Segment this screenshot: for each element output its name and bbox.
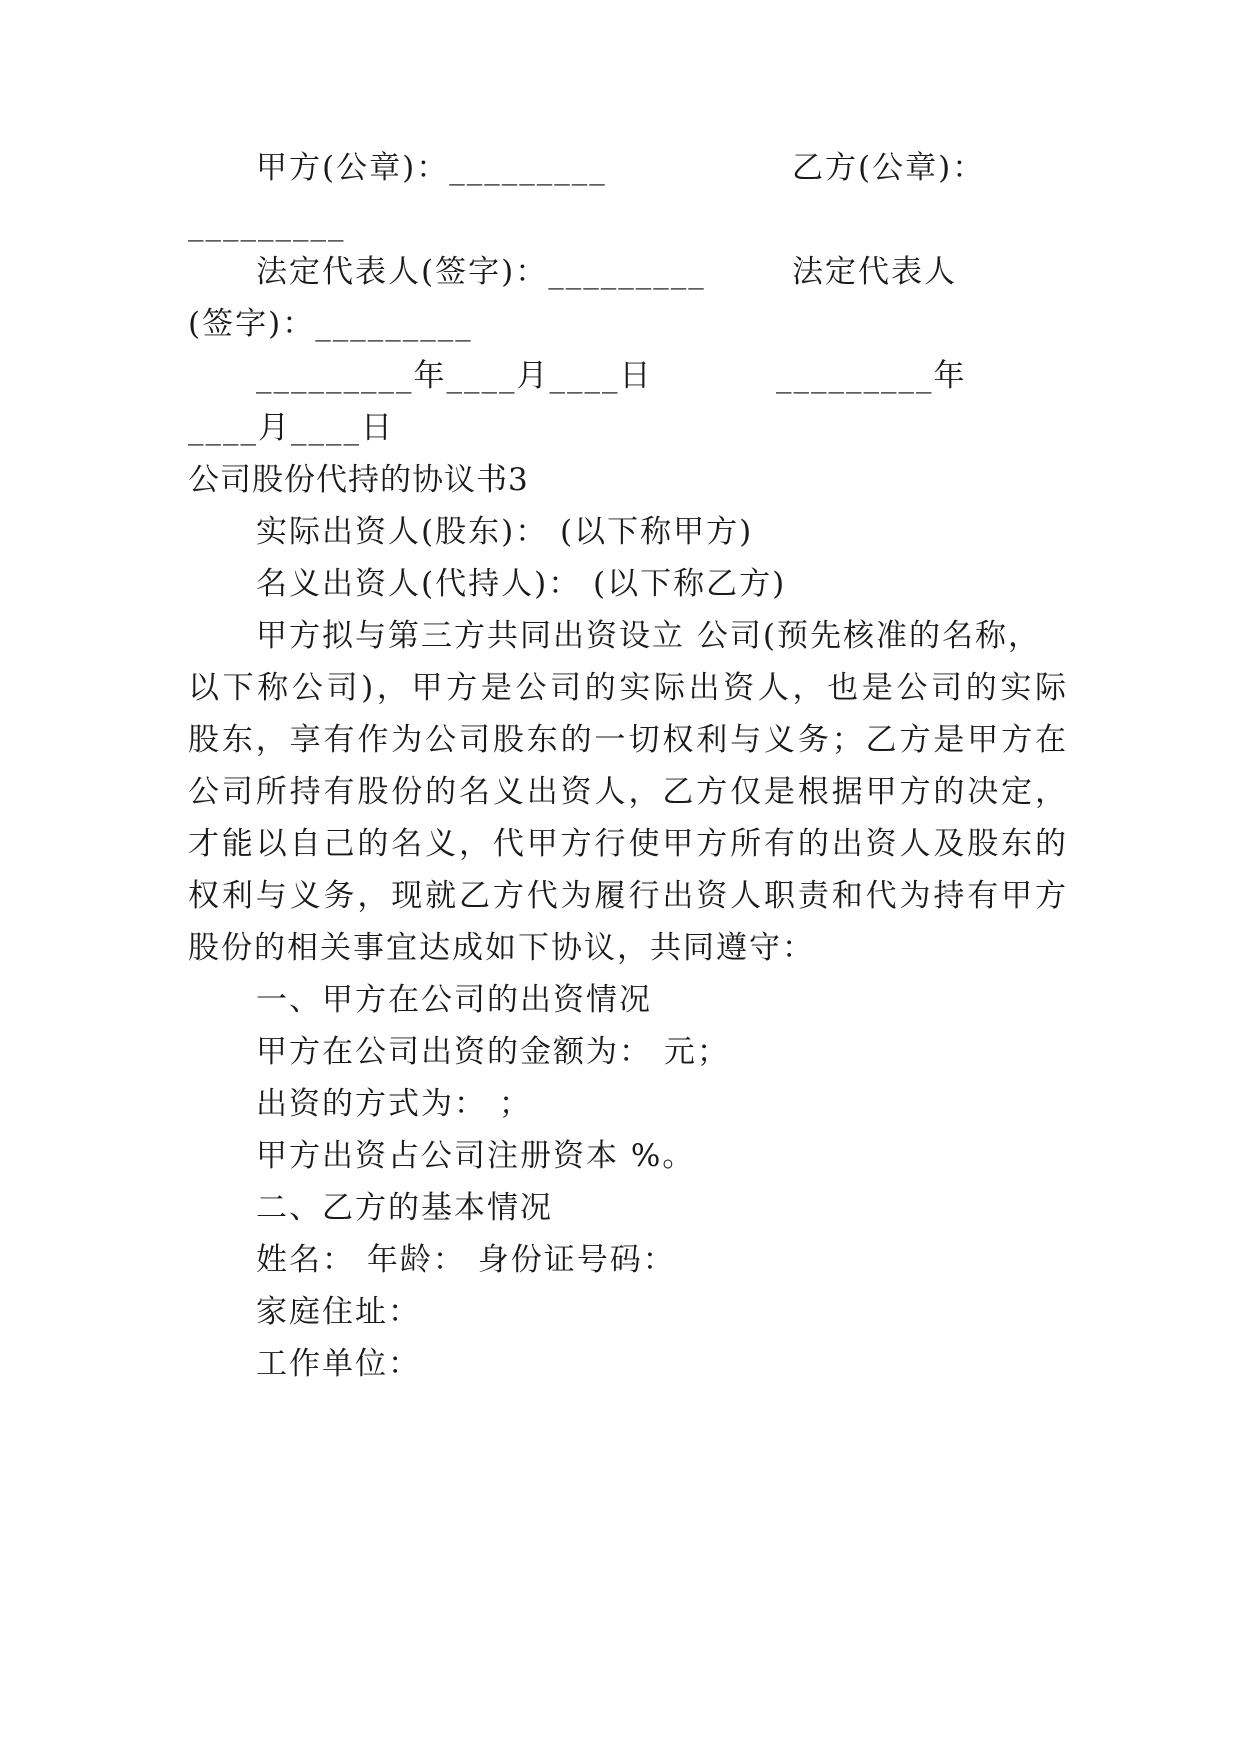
s2-address: 家庭住址： bbox=[256, 1294, 421, 1330]
nominal-investor-line: 名义出资人(代持人)： (以下称乙方) bbox=[256, 566, 787, 602]
preamble-line-4: 公司所持有股份的名义出资人，乙方仅是根据甲方的决定， bbox=[188, 774, 1068, 810]
section-2-title: 二、乙方的基本情况 bbox=[256, 1190, 553, 1226]
party-b-date-line: _________年 bbox=[776, 358, 967, 394]
preamble-line-5: 才能以自己的名义，代甲方行使甲方所有的出资人及股东的 bbox=[188, 826, 1068, 862]
preamble-line-3: 股东，享有作为公司股东的一切权利与义务；乙方是甲方在 bbox=[188, 722, 1068, 758]
party-a-seal-line: 甲方(公章)：_________ bbox=[256, 150, 607, 186]
party-b-rep-line: 法定代表人 bbox=[792, 254, 957, 290]
party-a-date-line: _________年____月____日 bbox=[256, 358, 653, 394]
s2-employer: 工作单位： bbox=[256, 1346, 421, 1382]
s1-method: 出资的方式为： ； bbox=[256, 1086, 532, 1122]
agreement-title: 公司股份代持的协议书3 bbox=[188, 462, 529, 498]
s1-ratio: 甲方出资占公司注册资本 %。 bbox=[256, 1138, 696, 1174]
actual-investor-line: 实际出资人(股东)： (以下称甲方) bbox=[256, 514, 754, 550]
party-b-seal-blank: _________ bbox=[188, 206, 346, 242]
preamble-line-7: 股份的相关事宜达成如下协议，共同遵守： bbox=[188, 930, 815, 966]
section-1-title: 一、甲方在公司的出资情况 bbox=[256, 982, 652, 1018]
party-b-rep-sign: (签字)：_________ bbox=[188, 306, 473, 342]
party-a-rep-line: 法定代表人(签字)：_________ bbox=[256, 254, 706, 290]
s1-amount: 甲方在公司出资的金额为： 元； bbox=[256, 1034, 730, 1070]
s2-name: 姓名： 年龄： 身份证号码： bbox=[256, 1242, 676, 1278]
preamble-line-6: 权利与义务，现就乙方代为履行出资人职责和代为持有甲方 bbox=[188, 878, 1068, 914]
preamble-line-1: 甲方拟与第三方共同出资设立 公司(预先核准的名称， bbox=[256, 618, 1041, 654]
preamble-line-2: 以下称公司)，甲方是公司的实际出资人，也是公司的实际 bbox=[188, 670, 1068, 706]
party-b-date-cont: ____月____日 bbox=[188, 410, 394, 446]
party-b-seal-line: 乙方(公章)： bbox=[792, 150, 986, 186]
